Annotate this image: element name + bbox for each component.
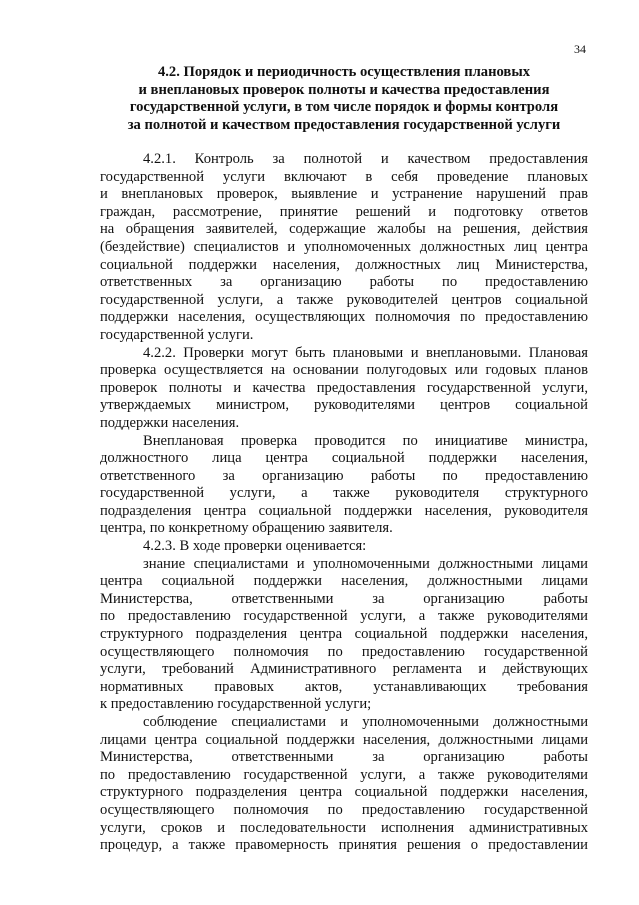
paragraph [100, 151, 588, 345]
text-line: по предоставлению государственной услуги, а также руководителями [100, 608, 588, 625]
text-line: нормативных правовых актов, устанавливающих требования [100, 678, 588, 695]
text-line: к предоставлению государственной услуги; [100, 696, 372, 713]
paragraph [100, 433, 588, 539]
text-line: ответственных за организацию работы по предоставлению [100, 274, 588, 291]
heading-line: и внеплановых проверок полноты и качества предоставления [138, 81, 550, 98]
text-line: центра, по конкретному обращению заявителя. [100, 520, 393, 537]
text-line: ответственного за организацию работы по предоставлению [100, 467, 588, 484]
text-line: государственной услуги, а также руководителя структурного [100, 485, 588, 502]
text-line: 4.2.1. Контроль за полнотой и качеством предоставления [143, 151, 588, 167]
text-line: должностного лица центра социальной поддержки населения, [100, 450, 588, 467]
body-text [100, 151, 588, 855]
text-line: центра социальной поддержки населения, должностными лицами [100, 573, 588, 590]
paragraph [100, 538, 588, 556]
heading-line: 4.2. Порядок и периодичность осуществления плановых [157, 64, 531, 80]
text-line: (бездействие) специалистов и уполномоченных должностных лиц центра [100, 238, 588, 255]
text-line: проверок полноты и качества предоставления государственной услуги, [100, 379, 588, 396]
text-line: 4.2.2. Проверки могут быть плановыми и внеплановыми. Плановая [143, 344, 588, 361]
heading-line: государственной услуги, в том числе порядок и формы контроля [129, 99, 559, 116]
paragraph [100, 556, 588, 714]
text-line: поддержки населения. [100, 414, 240, 431]
text-line: знание специалистами и уполномоченными должностными лицами [143, 555, 588, 572]
text-line: Внеплановая проверка проводится по инициативе министра, [143, 432, 588, 449]
text-line: лицами центра социальной поддержки населения, должностными лицами [100, 731, 588, 748]
text-line: граждан, рассмотрение, принятие решений и подготовку ответов [100, 203, 588, 220]
heading-line: за полнотой и качеством предоставления государственной услуги [127, 116, 561, 133]
text-line: государственной услуги, а также руководителей центров социальной [100, 291, 588, 308]
text-line: утверждаемых министром, руководителями центров социальной [100, 397, 588, 414]
text-line: на обращения заявителей, содержащие жалобы на решения, действия [100, 221, 588, 238]
section-heading [100, 64, 588, 134]
page-number: 34 [574, 42, 586, 56]
text-line: соблюдение специалистами и уполномоченными должностными [143, 714, 588, 730]
text-line: услуги, требований Административного регламента и действующих [100, 661, 588, 678]
text-line: государственной услуги. [100, 326, 254, 343]
paragraph [100, 714, 588, 855]
text-line: структурного подразделения центра социальной поддержки населения, [100, 626, 588, 643]
text-line: подразделения центра социальной поддержки населения, руководителя [100, 502, 588, 519]
text-line: структурного подразделения центра социальной поддержки населения, [100, 784, 588, 801]
text-line: Министерства, ответственными за организацию работы [100, 749, 588, 766]
text-line: 4.2.3. В ходе проверки оценивается: [143, 538, 367, 555]
text-line: и внеплановых проверок, выявление и устранение нарушений прав [100, 186, 588, 203]
paragraph [100, 345, 588, 433]
text-line: услуги, сроков и последовательности исполнения административных [100, 819, 588, 836]
text-line: осуществляющего полномочия по предоставлению государственной [100, 801, 588, 818]
text-line: государственной услуги включают в себя проведение плановых [100, 168, 588, 185]
text-line: Министерства, ответственными за организацию работы [100, 590, 588, 607]
text-line: по предоставлению государственной услуги, а также руководителями [100, 766, 588, 783]
text-line: социальной поддержки населения, должностных лиц Министерства, [100, 256, 588, 273]
text-line: поддержки населения, осуществляющих полномочия по предоставлению [100, 309, 588, 326]
text-line: осуществляющего полномочия по предоставлению государственной [100, 643, 588, 660]
text-line: процедур, а также правомерность принятия решения о предоставлении [100, 837, 588, 854]
text-line: проверка осуществляется на основании полугодовых или годовых планов [100, 362, 588, 379]
